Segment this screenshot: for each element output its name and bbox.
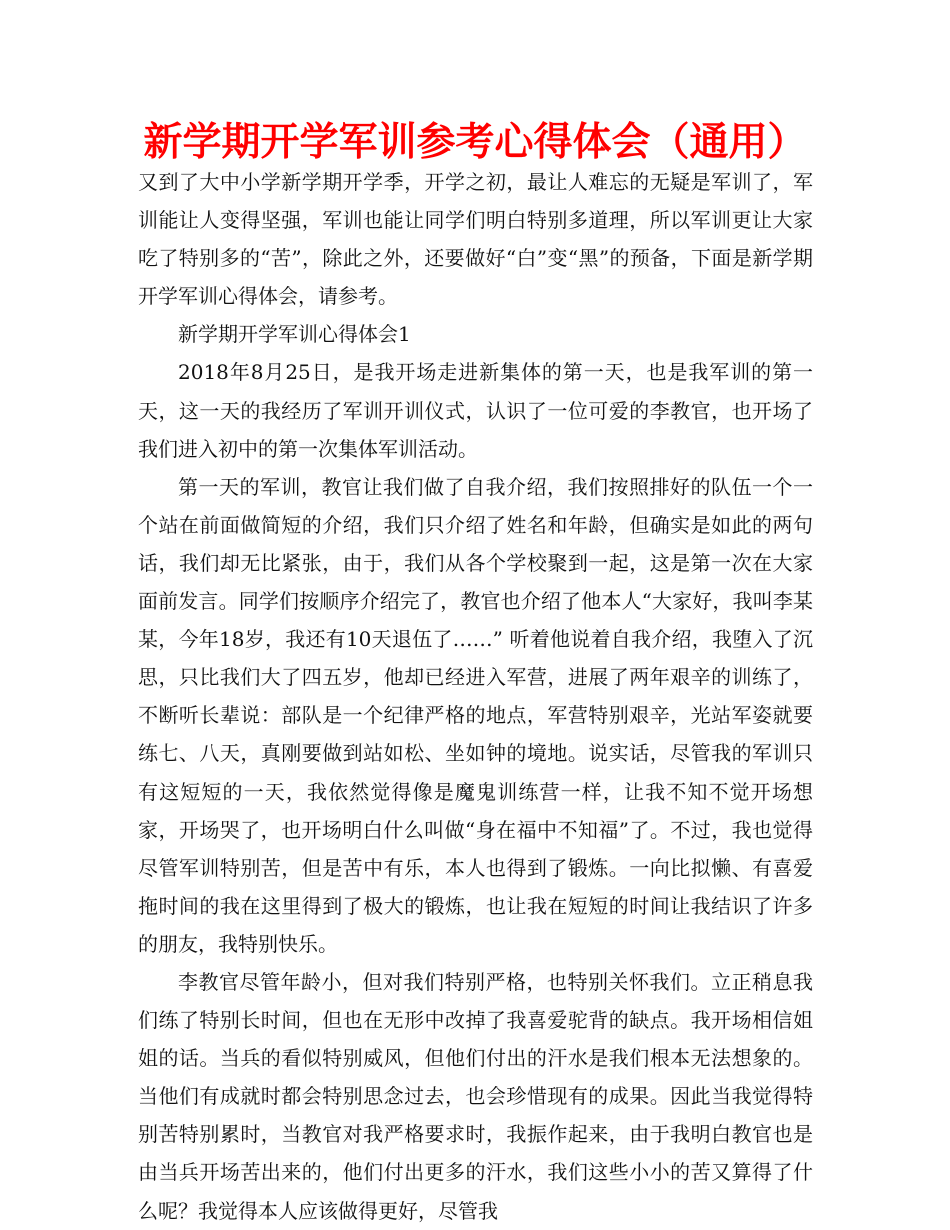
body-paragraph-2: 第一天的军训，教官让我们做了自我介绍，我们按照排好的队伍一个一个站在前面做简短的介绍，我们只介绍了姓名和年龄，但确实是如此的两句话，我们却无比紧张，由于，我们从各个学校聚到一起，这是第一次在大家面前发言。同学们按顺序介绍完了，教官也介绍了他本人“大家好，我叫李某某，今年18岁，我还有10天退伍了……” 听着他说着自我介绍，我堕入了沉思，只比我们大了四五岁，他却已经进入军营，进展了两年艰辛的训练了，不断听长辈说：部队是一个纪律严格的地点，军营特别艰辛，光站军姿就要练七、八天，真刚要做到站如松、坐如钟的境地。说实话，尽管我的军训只有这短短的一天，我依然觉得像是魔鬼训练营一样，让我不知不觉开场想家，开场哭了，也开场明白什么叫做“身在福中不知福”了。不过，我也觉得尽管军训特别苦，但是苦中有乐，本人也得到了锻炼。一向比拟懒、有喜爱拖时间的我在这里得到了极大的锻炼，也让我在短短的时间让我结识了许多的朋友，我特别快乐。: [138, 474, 813, 956]
section-heading: 新学期开学军训心得体会1: [178, 322, 411, 347]
document-title: 新学期开学军训参考心得体会（通用）: [143, 120, 807, 165]
intro-paragraph: 又到了大中小学新学期开学季，开学之初，最让人难忘的无疑是军训了，军训能让人变得坚强，军训也能让同学们明白特别多道理，所以军训更让大家吃了特别多的“苦”，除此之外，还要做好“白”变“黑”的预备，下面是新学期开学军训心得体会，请参考。: [138, 170, 813, 309]
body-paragraph-3: 李教官尽管年龄小，但对我们特别严格，也特别关怀我们。立正稍息我们练了特别长时间，但也在无形中改掉了我喜爱驼背的缺点。我开场相信姐姐的话。当兵的看似特别威风，但他们付出的汗水是我们根本无法想象的。当他们有成就时都会特别思念过去，也会珍惜现有的成果。因此当我觉得特别苦特别累时，当教官对我严格要求时，我振作起来，由于我明白教官也是由当兵开场苦出来的，他们付出更多的汗水，我们这些小小的苦又算得了什么呢？我觉得本人应该做得更好，尽管我: [138, 969, 813, 1223]
document-body: [138, 163, 813, 1230]
body-paragraph-1: 2018年8月25日，是我开场走进新集体的第一天，也是我军训的第一天，这一天的我经历了军训开训仪式，认识了一位可爱的李教官，也开场了我们进入初中的第一次集体军训活动。: [138, 360, 813, 461]
